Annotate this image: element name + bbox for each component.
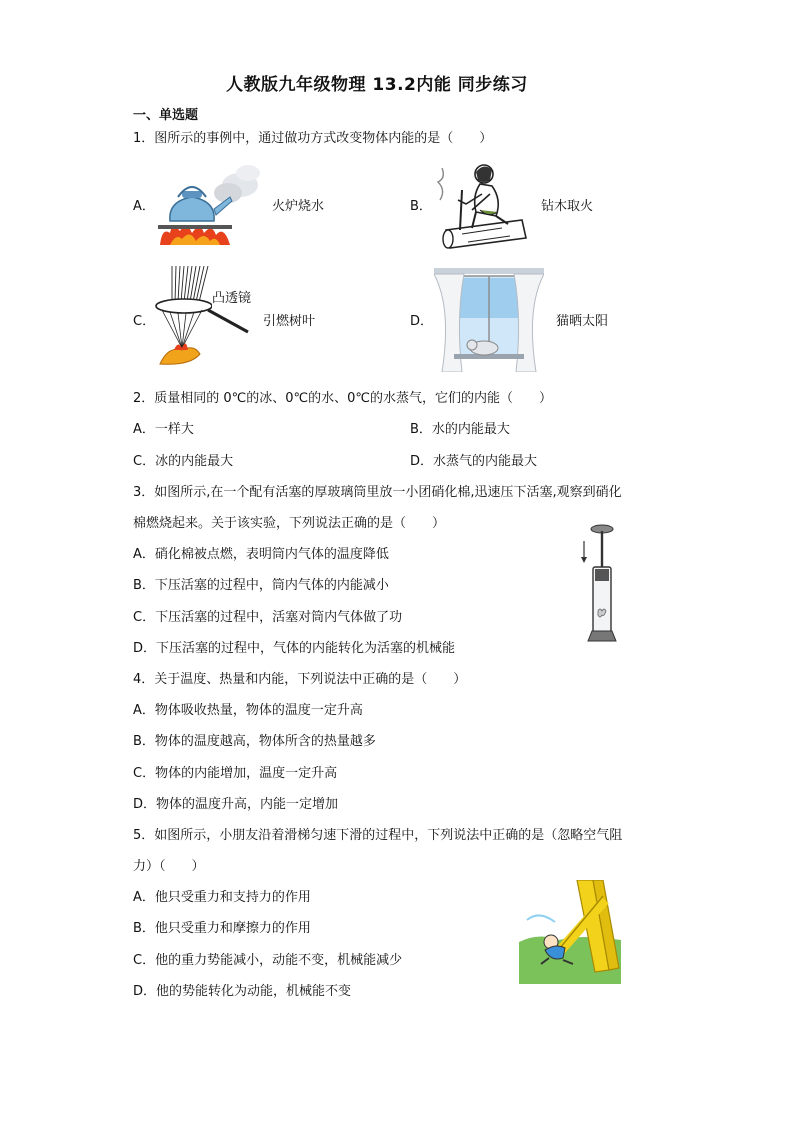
q5-stem-line1: 5．如图所示，小朋友沿着滑梯匀速下滑的过程中，下列说法中正确的是（忽略空气阻 [133, 828, 623, 843]
magnifier-leaf-icon [152, 266, 256, 370]
q1-option-b-letter[interactable]: B． [410, 199, 432, 214]
q3-stem-line1: 3．如图所示,在一个配有活塞的厚玻璃筒里放一小团硝化棉,迅速压下活塞,观察到硝化 [133, 485, 622, 500]
q3-stem-line2: 棉燃烧起来。关于该实验，下列说法正确的是（ ） [133, 516, 446, 531]
q1-option-a-letter[interactable]: A． [133, 199, 155, 214]
drilling-wood-icon [432, 160, 532, 250]
q5-stem-line2: 力）（ ） [133, 859, 205, 874]
q3-option-c[interactable]: C．下压活塞的过程中，活塞对筒内气体做了功 [133, 610, 403, 625]
q3-option-a[interactable]: A．硝化棉被点燃，表明筒内气体的温度降低 [133, 547, 389, 562]
q1-option-d-caption: 猫晒太阳 [556, 314, 609, 329]
q2-option-b[interactable]: B．水的内能最大 [410, 422, 510, 437]
child-on-slide-icon [519, 880, 621, 984]
section-heading: 一、单选题 [133, 108, 199, 123]
q1-option-d-letter[interactable]: D． [410, 314, 434, 329]
piston-cylinder-icon [578, 521, 618, 643]
q5-option-b[interactable]: B．他只受重力和摩擦力的作用 [133, 921, 311, 936]
q1-option-b-caption: 钻木取火 [541, 199, 594, 214]
q2-option-d[interactable]: D．水蒸气的内能最大 [410, 454, 538, 469]
q1-option-c-caption: 引燃树叶 [263, 314, 316, 329]
q1-option-a-caption: 火炉烧水 [272, 199, 325, 214]
q4-stem: 4．关于温度、热量和内能，下列说法中正确的是（ ） [133, 672, 467, 687]
q3-option-b[interactable]: B．下压活塞的过程中，筒内气体的内能减小 [133, 578, 389, 593]
cat-window-icon [434, 268, 544, 372]
q5-option-c[interactable]: C．他的重力势能减小，动能不变，机械能减少 [133, 953, 403, 968]
q4-option-c[interactable]: C．物体的内能增加，温度一定升高 [133, 766, 338, 781]
lens-label: 凸透镜 [212, 291, 252, 306]
q3-option-d[interactable]: D．下压活塞的过程中，气体的内能转化为活塞的机械能 [133, 641, 456, 656]
q4-option-d[interactable]: D．物体的温度升高，内能一定增加 [133, 797, 339, 812]
q5-option-d[interactable]: D．他的势能转化为动能，机械能不变 [133, 984, 352, 999]
q4-option-b[interactable]: B．物体的温度越高，物体所含的热量越多 [133, 734, 376, 749]
page-title: 人教版九年级物理 13.2内能 同步练习 [226, 75, 528, 95]
q5-option-a[interactable]: A．他只受重力和支持力的作用 [133, 890, 311, 905]
q2-option-a[interactable]: A．一样大 [133, 422, 194, 437]
q4-option-a[interactable]: A．物体吸收热量，物体的温度一定升高 [133, 703, 363, 718]
q1-option-c-letter[interactable]: C． [133, 314, 156, 329]
q2-option-c[interactable]: C．冰的内能最大 [133, 454, 234, 469]
kettle-on-fire-icon [152, 163, 264, 247]
q2-stem: 2．质量相同的 0℃的冰、0℃的水、0℃的水蒸气，它们的内能（ ） [133, 391, 553, 406]
q1-stem: 1．图所示的事例中，通过做功方式改变物体内能的是（ ） [133, 131, 493, 146]
